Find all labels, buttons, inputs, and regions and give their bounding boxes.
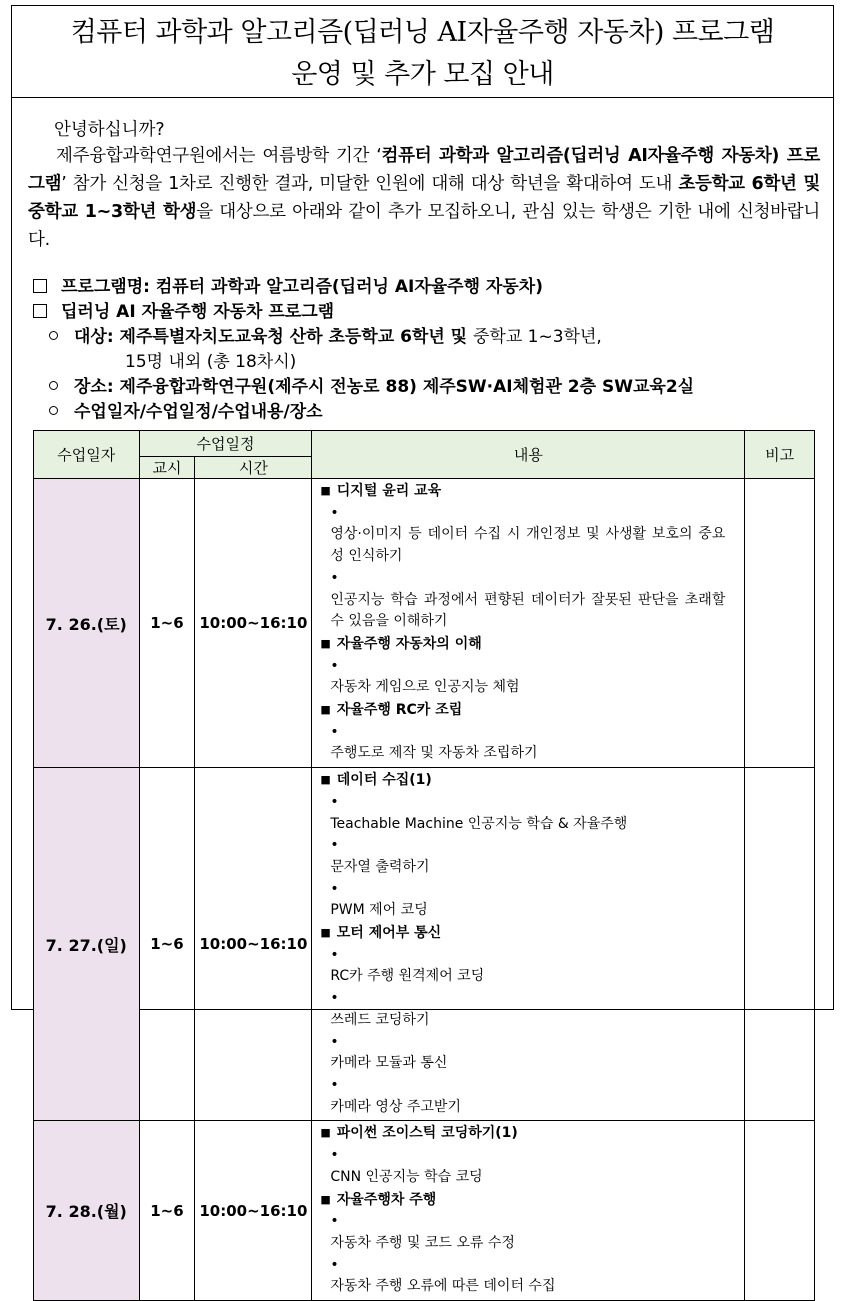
header-schedule: 수업일정 <box>139 431 312 457</box>
section-title: ■ 자율주행 RC카 조립 <box>320 699 736 722</box>
bullet-text: RC카 주행 원격제어 코딩 <box>330 968 485 985</box>
time-cell: 10:00~16:10 <box>195 768 312 1121</box>
intro-bold2: 초등학교 6학년 및 중학교 1~3학년 학생 <box>28 174 820 222</box>
bullet-dot-icon: • <box>330 1256 339 1273</box>
title-line-1: 컴퓨터 과학과 알고리즘(딥러닝 AI자율주행 자동차) 프로그램 <box>70 17 775 48</box>
checkbox-square-icon <box>33 304 47 318</box>
bullet-dot-icon: • <box>330 946 339 963</box>
content-cell <box>312 479 745 768</box>
schedule-table <box>33 430 815 1301</box>
bullet-item <box>320 835 736 878</box>
table-row <box>34 768 815 1121</box>
bullet-text: CNN 인공지능 학습 코딩 <box>330 1168 483 1185</box>
item-schedule <box>33 400 823 425</box>
bullet-dot-icon: • <box>330 504 339 521</box>
header-period: 교시 <box>139 457 195 479</box>
note-cell <box>745 479 815 768</box>
item-schedule-text: 수업일자/수업일정/수업내용/장소 <box>74 402 323 422</box>
bullet-text: 자동차 주행 및 코드 오류 수정 <box>330 1234 515 1251</box>
intro-part1: 제주융합과학연구원에서는 여름방학 기간 ‘ <box>56 146 382 166</box>
header-note: 비고 <box>745 431 815 479</box>
bullet-dot-icon: • <box>330 1033 339 1050</box>
period-cell: 1~6 <box>139 1121 195 1301</box>
bullet-text: 영상·이미지 등 데이터 수집 시 개인정보 및 사생활 보호의 중요성 인식하기 <box>330 526 726 565</box>
period-cell: 1~6 <box>139 768 195 1121</box>
intro-part2: ’ 참가 신청을 1차로 진행한 결과, 미달한 인원에 대해 대상 학년을 확대하여 도내 <box>61 174 679 194</box>
greeting <box>28 116 820 144</box>
bullet-item <box>320 1211 736 1254</box>
bullet-dot-icon: • <box>330 1213 339 1230</box>
info-items <box>33 275 823 425</box>
bullet-dot-icon: • <box>330 657 339 674</box>
item-target-normal: 중학교 1~3학년, <box>473 327 602 347</box>
intro-part3: 을 대상으로 아래와 같이 추가 모집하오니, 관심 있는 학생은 기한 내에 신청바랍니다. <box>28 202 820 250</box>
bullet-text: 카메라 모듈과 통신 <box>330 1055 448 1072</box>
date-cell: 7. 26.(토) <box>34 479 140 768</box>
section-title: ■ 자율주행 자동차의 이해 <box>320 633 736 656</box>
header-date: 수업일자 <box>34 431 140 479</box>
note-cell <box>745 768 815 1121</box>
period-cell: 1~6 <box>139 479 195 768</box>
item-place-text: 장소: 제주융합과학연구원(제주시 전농로 88) 제주SW·AI체험관 2층 SW교육2실 <box>74 377 695 397</box>
intro-bold1: 컴퓨터 과학과 알고리즘(딥러닝 AI자율주행 자동차) 프로그램 <box>28 146 820 194</box>
bullet-text: 자동차 게임으로 인공지능 체험 <box>330 679 520 696</box>
table-row <box>34 479 815 768</box>
bullet-item <box>320 945 736 988</box>
checkbox-square-icon <box>33 279 47 293</box>
section-title: ■ 디지털 윤리 교육 <box>320 480 736 503</box>
item-program-sub <box>33 300 823 325</box>
item-target-line2: 15명 내외 (총 18차시) <box>125 352 297 372</box>
date-cell: 7. 27.(일) <box>34 768 140 1121</box>
header-time: 시간 <box>195 457 312 479</box>
bullet-text: 자동차 주행 오류에 따른 데이터 수집 <box>330 1278 556 1295</box>
bullet-dot-icon: • <box>330 837 339 854</box>
item-target-bold: 대상: 제주특별자치도교육청 산하 초등학교 6학년 및 <box>74 327 473 347</box>
bullet-dot-icon: • <box>330 569 339 586</box>
bullet-item <box>320 568 736 633</box>
note-cell <box>745 1121 815 1301</box>
bullet-text: Teachable Machine 인공지능 학습 & 자율주행 <box>330 815 628 832</box>
section-title: ■ 모터 제어부 통신 <box>320 922 736 945</box>
circle-bullet-icon <box>49 406 58 415</box>
bullet-dot-icon: • <box>330 880 339 897</box>
time-cell: 10:00~16:10 <box>195 1121 312 1301</box>
header-content: 내용 <box>312 431 745 479</box>
bullet-text: 주행도로 제작 및 자동차 조립하기 <box>330 745 538 762</box>
bullet-text: 쓰레드 코딩하기 <box>330 1011 430 1028</box>
bullet-text: PWM 제어 코딩 <box>330 902 428 919</box>
table-row <box>34 1121 815 1301</box>
bullet-text: 인공지능 학습 과정에서 편향된 데이터가 잘못된 판단을 초래할 수 있음을 이해하기 <box>330 591 726 630</box>
circle-bullet-icon <box>49 381 58 390</box>
bullet-item <box>320 1075 736 1118</box>
bullet-dot-icon: • <box>330 990 339 1007</box>
section-title: ■ 데이터 수집(1) <box>320 769 736 792</box>
title-box <box>11 5 834 98</box>
bullet-item <box>320 792 736 835</box>
section-title: ■ 자율주행차 주행 <box>320 1189 736 1212</box>
bullet-text: 카메라 영상 주고받기 <box>330 1098 461 1115</box>
bullet-item <box>320 988 736 1031</box>
bullet-text: 문자열 출력하기 <box>330 858 430 875</box>
bullet-item <box>320 879 736 922</box>
circle-bullet-icon <box>49 331 58 340</box>
bullet-item <box>320 656 736 699</box>
item-place <box>33 375 823 400</box>
item-program-name <box>33 275 823 300</box>
item-target <box>33 325 823 350</box>
bullet-item <box>320 1032 736 1075</box>
bullet-item <box>320 503 736 568</box>
item-program-sub-text: 딥러닝 AI 자율주행 자동차 프로그램 <box>61 302 335 322</box>
item-program-name-text: 프로그램명: 컴퓨터 과학과 알고리즘(딥러닝 AI자율주행 자동차) <box>61 277 543 297</box>
bullet-item <box>320 1255 736 1298</box>
bullet-dot-icon: • <box>330 1147 339 1164</box>
bullet-dot-icon: • <box>330 1076 339 1093</box>
section-title: ■ 파이썬 조이스틱 코딩하기(1) <box>320 1122 736 1145</box>
intro-paragraph <box>28 142 820 254</box>
time-cell: 10:00~16:10 <box>195 479 312 768</box>
date-cell: 7. 28.(월) <box>34 1121 140 1301</box>
title-line-2: 운영 및 추가 모집 안내 <box>291 59 554 90</box>
bullet-item <box>320 722 736 765</box>
bullet-item <box>320 1145 736 1188</box>
bullet-dot-icon: • <box>330 793 339 810</box>
bullet-dot-icon: • <box>330 723 339 740</box>
greeting-text: 안녕하십니까? <box>54 120 165 140</box>
content-cell <box>312 768 745 1121</box>
content-cell <box>312 1121 745 1301</box>
